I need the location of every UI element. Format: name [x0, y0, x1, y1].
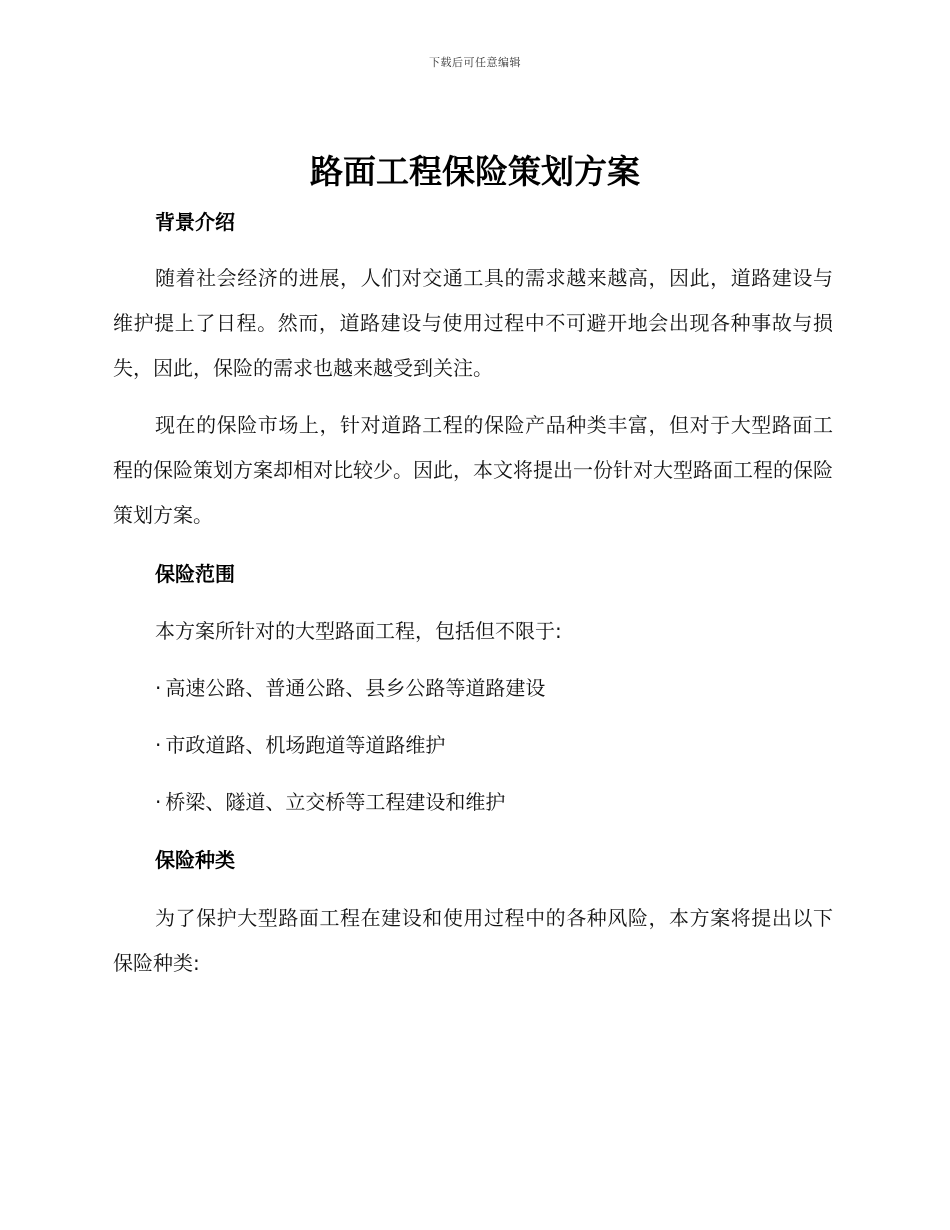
- section-heading-types: 保险种类: [155, 848, 235, 872]
- scope-intro: 本方案所针对的大型路面工程，包括但不限于:: [155, 619, 562, 643]
- scope-list-item-text: 桥梁、隧道、立交桥等工程建设和维护: [165, 790, 506, 814]
- section-heading-scope: 保险范围: [155, 562, 235, 586]
- header-note: 下载后可任意编辑: [429, 56, 521, 69]
- background-paragraph-1: 随着社会经济的进展，人们对交通工具的需求越来越高，因此，道路建设与维护提上了日程。然而，道路建设与使用过程中不可避开地会出现各种事故与损失，因此，保险的需求也越来越受到关注。: [113, 266, 833, 380]
- scope-list-item: [155, 788, 505, 816]
- bullet-icon: ·: [155, 676, 162, 700]
- scope-list-item-text: 市政道路、机场跑道等道路维护: [165, 733, 446, 757]
- section-heading-background: 背景介绍: [155, 210, 235, 234]
- bullet-icon: ·: [155, 790, 162, 814]
- scope-list-item-text: 高速公路、普通公路、县乡公路等道路建设: [165, 676, 546, 700]
- bullet-icon: ·: [155, 733, 162, 757]
- scope-list-item: [155, 731, 445, 759]
- background-paragraph-2: 现在的保险市场上，针对道路工程的保险产品种类丰富，但对于大型路面工程的保险策划方案却相对比较少。因此，本文将提出一份针对大型路面工程的保险策划方案。: [113, 413, 833, 527]
- types-paragraph: 为了保护大型路面工程在建设和使用过程中的各种风险，本方案将提出以下保险种类:: [113, 906, 833, 975]
- document-title: 路面工程保险策划方案: [310, 152, 640, 191]
- scope-list-item: [155, 674, 545, 702]
